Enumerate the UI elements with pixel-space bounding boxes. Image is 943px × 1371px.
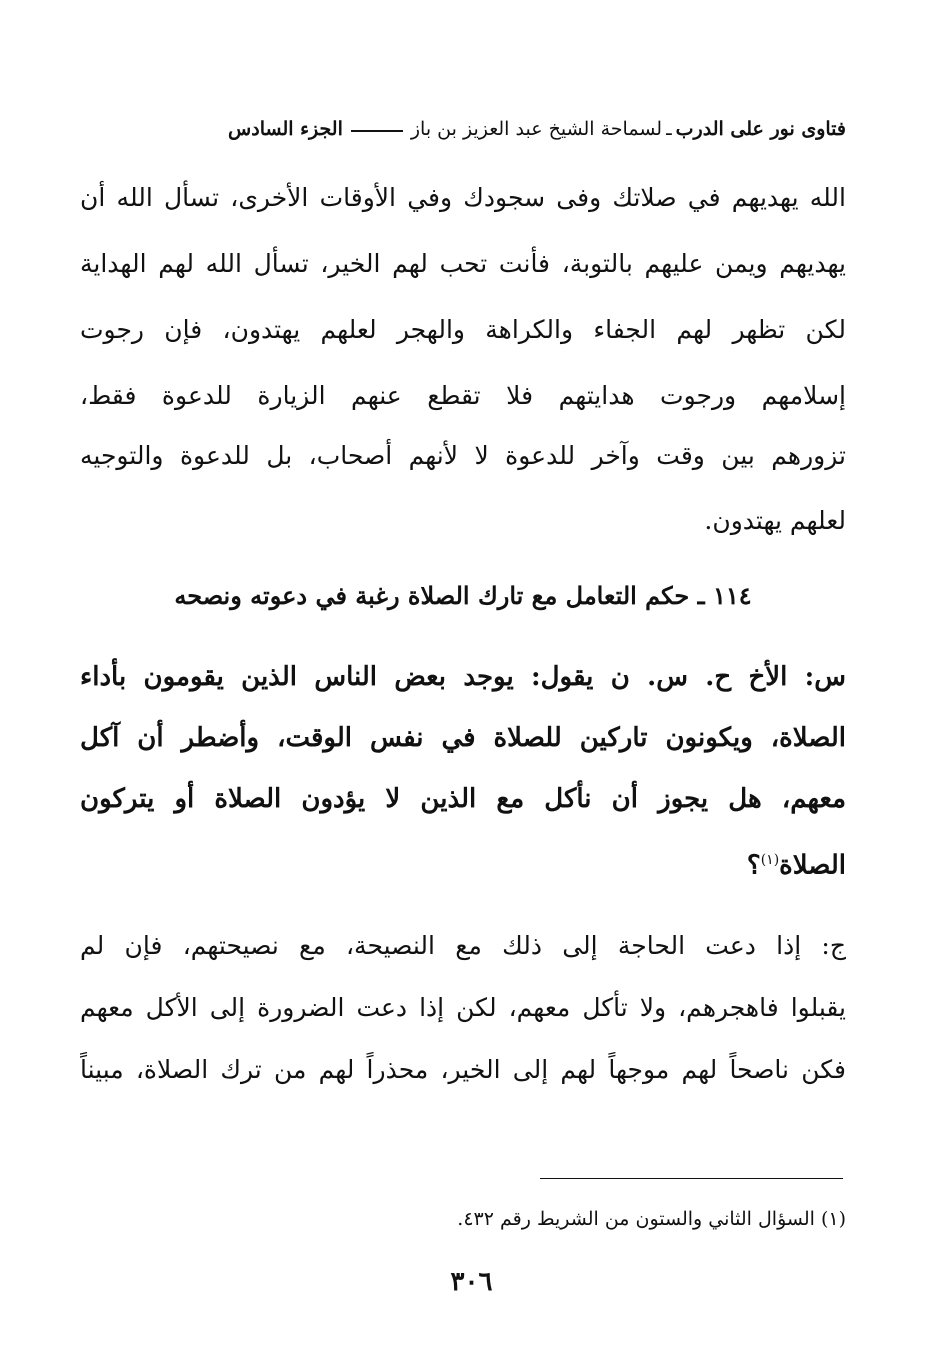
author-name: لسماحة الشيخ عبد العزيز بن باز (410, 118, 663, 140)
answer-line: ج: إذا دعت الحاجة إلى ذلك مع النصيحة، مع نصيحتهم، فإن لم (80, 931, 846, 960)
footnote: (١) السؤال الثاني والستون من الشريط رقم ٤٣٢. (457, 1208, 846, 1230)
header-rule (351, 130, 403, 132)
footnote-ref: (١) (760, 852, 780, 868)
page-number: ٣٠٦ (450, 1267, 493, 1297)
question-line-last (80, 838, 846, 882)
footnote-rule (540, 1178, 843, 1179)
book-title: فتاوى نور على الدرب (675, 118, 846, 140)
running-header (82, 112, 846, 146)
answer-line: يقبلوا فاهجرهم، ولا تأكل معهم، لكن إذا دعت الضرورة إلى الأكل معهم (80, 993, 846, 1022)
volume-label: الجزء السادس (228, 118, 343, 140)
answer-line: فكن ناصحاً لهم موجهاً لهم إلى الخير، محذراً لهم من ترك الصلاة، مبيناً (80, 1055, 846, 1084)
intro-line: لكن تظهر لهم الجفاء والكراهة والهجر لعلهم يهتدون، فإن رجوت (80, 315, 846, 344)
intro-line: إسلامهم ورجوت هدايتهم فلا تقطع عنهم الزيارة للدعوة فقط، (80, 381, 846, 410)
question-line: الصلاة، ويكونون تاركين للصلاة في نفس الوقت، وأضطر أن آكل (80, 723, 846, 753)
intro-line: يهديهم ويمن عليهم بالتوبة، فأنت تحب لهم الخير، تسأل الله لهم الهداية (80, 249, 846, 278)
section-heading: ١١٤ ـ حكم التعامل مع تارك الصلاة رغبة في دعوته ونصحه (174, 581, 752, 610)
intro-line: تزورهم بين وقت وآخر للدعوة لا لأنهم أصحاب، بل للدعوة والتوجيه (80, 441, 846, 470)
question-mark: ؟ (746, 850, 761, 881)
question-line: معهم، هل يجوز أن نأكل مع الذين لا يؤدون الصلاة أو يتركون (80, 784, 846, 814)
intro-line: الله يهديهم في صلاتك وفى سجودك وفي الأوقات الأخرى، تسأل الله أن (80, 183, 846, 212)
question-line: س: الأخ ح. س. ن يقول: يوجد بعض الناس الذين يقومون بأداء (80, 662, 846, 692)
header-separator: ـ (666, 118, 672, 140)
question-last-text: الصلاة (779, 850, 846, 881)
intro-line: لعلهم يهتدون. (704, 506, 846, 535)
